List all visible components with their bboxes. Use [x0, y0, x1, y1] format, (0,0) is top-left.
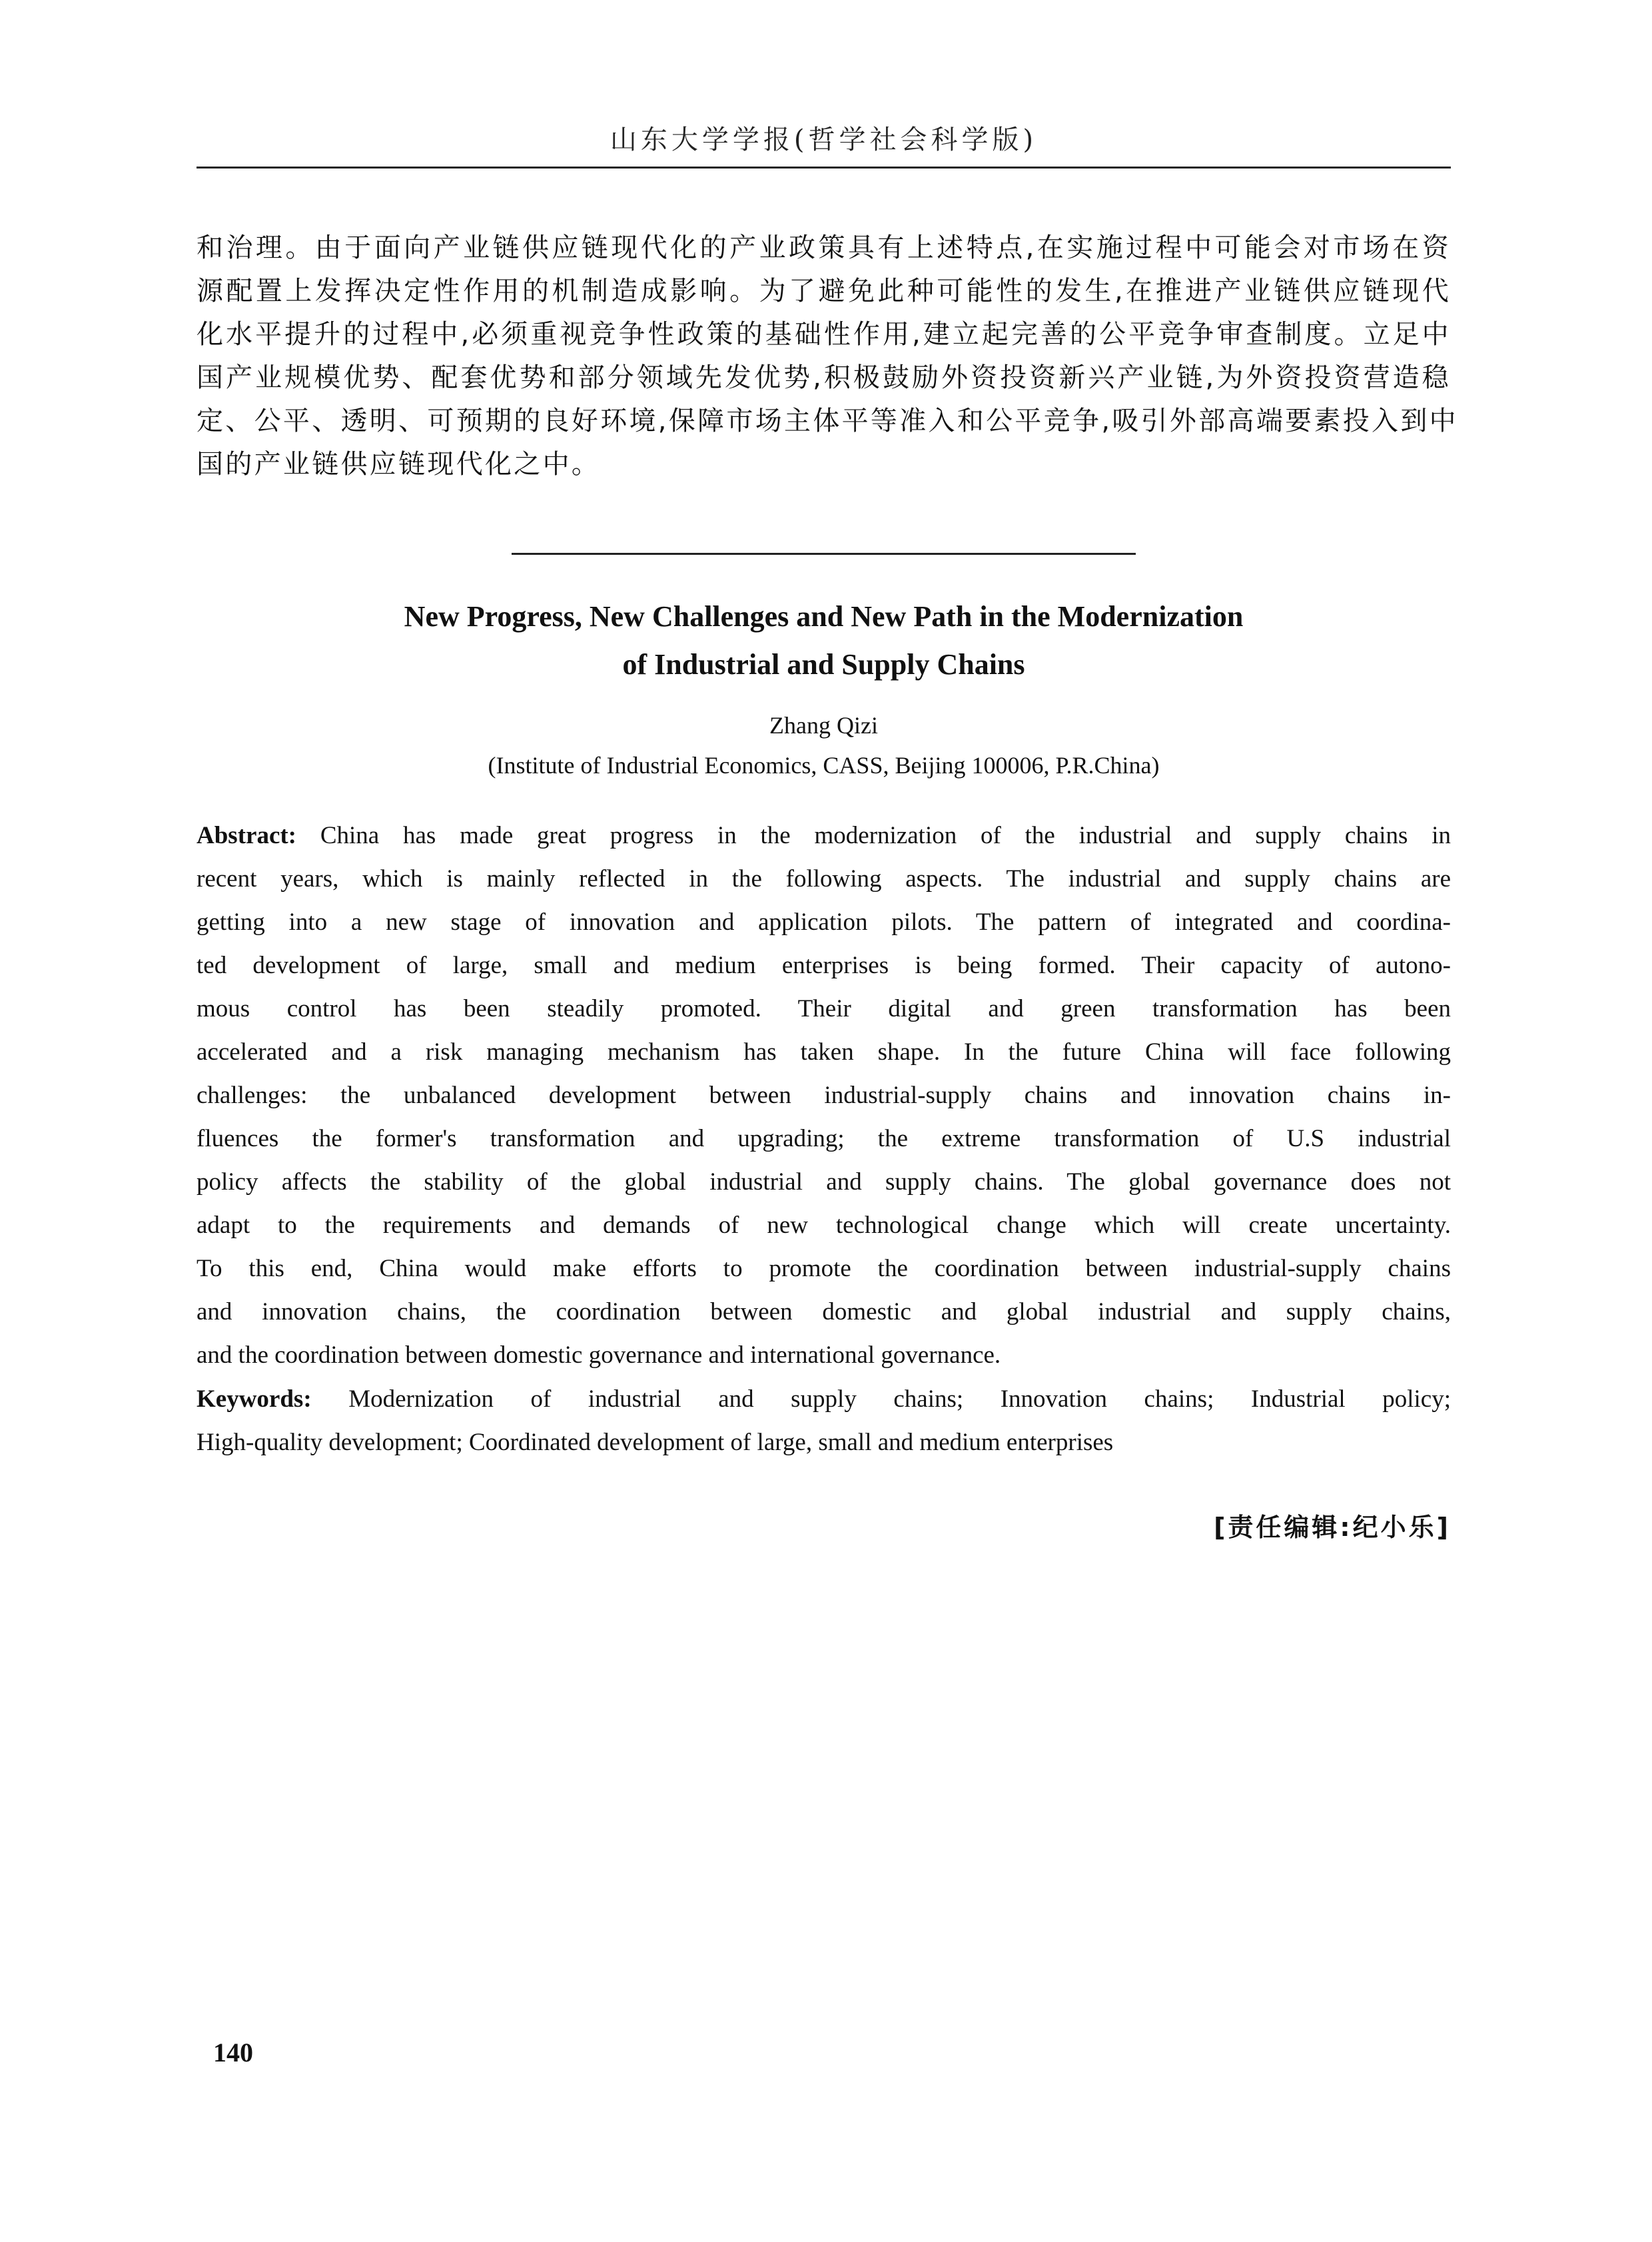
text-line: 国的产业链供应链现代化之中。 [197, 449, 601, 480]
abstract-line: recent years, which is mainly reflected in the following aspects. The industrial and supply chains are [197, 865, 1451, 893]
title-line: New Progress, New Challenges and New Path in the Modernization [404, 600, 1244, 633]
keywords-label: Keywords: [197, 1385, 312, 1413]
author-name: Zhang Qizi [769, 712, 878, 739]
abstract-text: China has made great progress in the modernization of the industrial and supply chains in [296, 822, 1451, 849]
section-divider [512, 553, 1136, 555]
abstract-line: accelerated and a risk managing mechanism has taken shape. In the future China will face following [197, 1038, 1451, 1066]
english-title [197, 593, 1451, 689]
abstract-line: mous control has been steadily promoted. Their digital and green transformation has been [197, 995, 1451, 1022]
text-line: 源配置上发挥决定性作用的机制造成影响。为了避免此种可能性的发生,在推进产业链供应链现代 [197, 276, 1451, 306]
abstract-line: challenges: the unbalanced development between industrial-supply chains and innovation chains in- [197, 1082, 1451, 1109]
text-line: 和治理。由于面向产业链供应链现代化的产业政策具有上述特点,在实施过程中可能会对市场在资 [197, 232, 1451, 263]
abstract-line: adapt to the requirements and demands of new technological change which will create uncertainty. [197, 1212, 1451, 1239]
page-number: 140 [213, 2038, 253, 2067]
keywords-text: Modernization of industrial and supply chains; Innovation chains; Industrial policy; [311, 1385, 1451, 1413]
abstract-line: ted development of large, small and medium enterprises is being formed. Their capacity of autono- [197, 952, 1451, 979]
responsible-editor-note: [责任编辑:纪小乐] [1214, 1513, 1451, 1542]
journal-running-head: 山东大学学报(哲学社会科学版) [610, 125, 1038, 155]
keywords [197, 1377, 1451, 1464]
abstract-line [197, 814, 1451, 857]
abstract [197, 814, 1451, 1377]
text-line: 国产业规模优势、配套优势和部分领域先发优势,积极鼓励外资投资新兴产业链,为外资投资营造稳 [197, 362, 1451, 393]
abstract-line: policy affects the stability of the global industrial and supply chains. The global governance does not [197, 1168, 1451, 1196]
text-line: 定、公平、透明、可预期的良好环境,保障市场主体平等准入和公平竞争,吸引外部高端要素投入到中 [197, 406, 1458, 436]
abstract-line: getting into a new stage of innovation and application pilots. The pattern of integrated and coordina- [197, 909, 1451, 936]
abstract-line: and the coordination between domestic governance and international governance. [197, 1341, 1001, 1369]
abstract-line: To this end, China would make efforts to promote the coordination between industrial-supply chains [197, 1255, 1451, 1282]
chinese-paragraph [197, 226, 1458, 486]
abstract-line: and innovation chains, the coordination between domestic and global industrial and supply chains, [197, 1298, 1451, 1325]
text-line: 化水平提升的过程中,必须重视竞争性政策的基础性作用,建立起完善的公平竞争审查制度。立足中 [197, 319, 1451, 350]
abstract-label: Abstract: [197, 822, 297, 849]
keywords-line: High-quality development; Coordinated development of large, small and medium enterprises [197, 1429, 1114, 1456]
title-line: of Industrial and Supply Chains [622, 648, 1025, 681]
keywords-line [197, 1377, 1451, 1421]
author-affiliation: (Institute of Industrial Economics, CASS, Beijing 100006, P.R.China) [488, 752, 1160, 779]
abstract-line: fluences the former's transformation and upgrading; the extreme transformation of U.S industrial [197, 1125, 1451, 1152]
header-rule [197, 167, 1451, 169]
